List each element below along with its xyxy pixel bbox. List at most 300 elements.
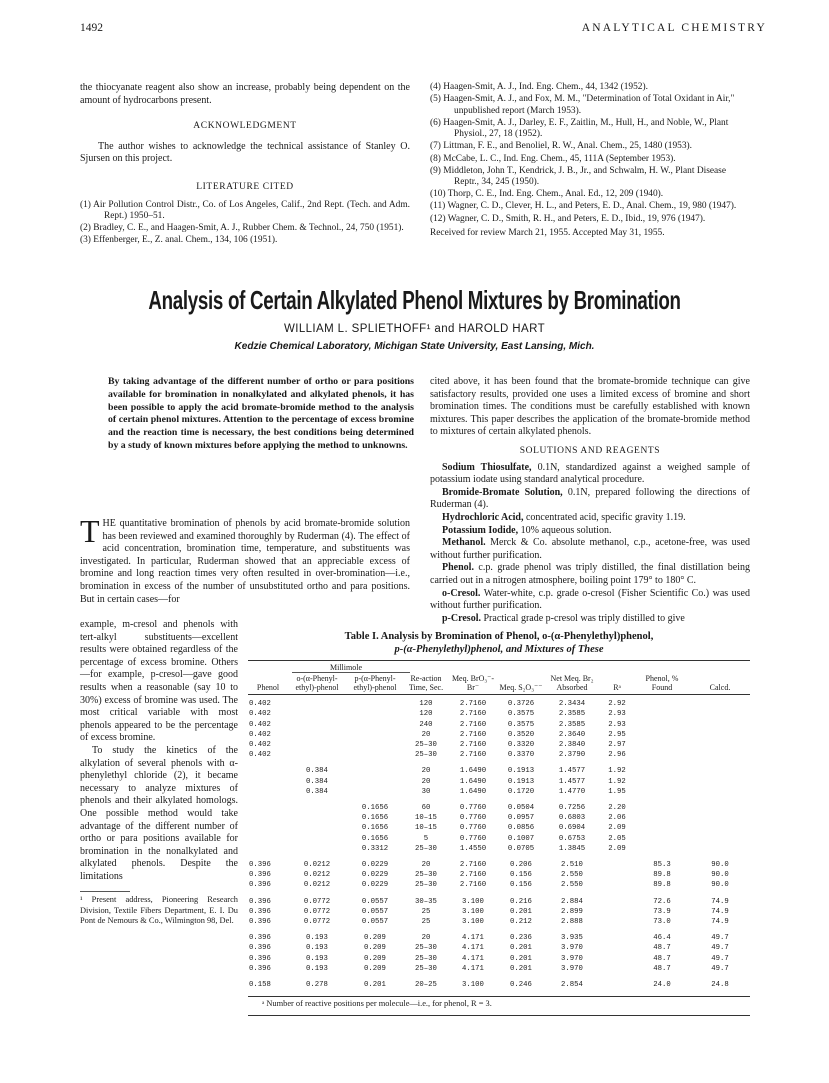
table-cell: 0.0772	[303, 897, 331, 906]
table-cell	[600, 917, 634, 927]
table-cell: 90.0	[711, 861, 729, 870]
table-cell	[288, 813, 346, 823]
abstract: By taking advantage of the different number of ortho or para positions available for bromination in nonalkylated and alkylated phenols, it has been possible to apply the acid bromate-bromide method to the analysis of certain phenol mixtures. Attention to the percentage of excess bromine and the reaction time is necessary, the best conditions being determined by a study of known mixtures before applying the method to unknowns.	[108, 376, 414, 451]
table-cell: 49.7	[711, 944, 729, 953]
table-cell	[288, 699, 346, 709]
table-cell	[690, 740, 750, 750]
column-header: Phenol	[256, 682, 280, 692]
table-cell: 60	[421, 804, 431, 813]
table-cell: 0.7760	[459, 804, 487, 813]
table-cell: 2.20	[608, 804, 626, 813]
table-cell: 0.1913	[507, 767, 535, 776]
table-cell: 3.100	[462, 907, 484, 916]
reagent-text: c.p. grade phenol was triply distilled, the final distillation being carried out in a nitrogen atmosphere, boiling point 179° to 180° C.	[430, 562, 750, 586]
table-cell: 74.9	[711, 897, 729, 906]
table-cell: 0.7760	[459, 834, 487, 843]
table-header-row	[248, 674, 750, 695]
table-title-line-1: Table I. Analysis by Bromination of Phenol, o-(α-Phenylethyl)phenol,	[344, 631, 654, 642]
table-cell: 2.05	[608, 834, 626, 843]
table-cell: 0.3575	[507, 710, 535, 719]
table-row	[248, 860, 750, 870]
reference: (7) Littman, F. E., and Benoliel, R. W., Anal. Chem., 25, 1480 (1953).	[430, 141, 692, 152]
table-cell: 0.7760	[459, 814, 487, 823]
references-right	[430, 82, 750, 240]
table-cell: 20	[421, 767, 431, 776]
reagent-entry	[430, 512, 750, 525]
table-cell: 0.402	[249, 720, 271, 729]
body-paragraph-1-text: HE quantitative bromination of phenols by acid bromate-bromide solution has been reviewed and examined thoroughly by Ruderman (4). The effect of acid concentration, bromination time, temperature, and substituents was investigated. In particular, Ruderman showed that an appreciable excess of bromine and long reaction times very often resulted in over-bromination—i.e., bromination in excess of the number of unsubstituted ortho and para positions. But in certain cases—for	[80, 518, 410, 605]
table-row	[248, 943, 750, 953]
table-cell: 0.396	[249, 871, 271, 880]
table-cell	[600, 897, 634, 907]
table-cell	[690, 699, 750, 709]
table-cell: 20	[421, 861, 431, 870]
table-cell: 0.246	[510, 981, 532, 990]
table-cell: 0.0212	[303, 861, 331, 870]
reference: (4) Haagen-Smit, A. J., Ind. Eng. Chem., 44, 1342 (1952).	[430, 82, 648, 92]
table-cell: 0.1913	[507, 777, 535, 786]
column-header: p-(α-Phenyl-ethyl)-phenol	[353, 674, 397, 692]
reagent-text: 10% aqueous solution.	[518, 524, 612, 536]
table-cell	[634, 834, 690, 844]
table-bottom-rule	[248, 996, 750, 997]
table-cell	[600, 954, 634, 964]
table-row	[248, 777, 750, 787]
column-header: Re-action Time, Sec.	[408, 674, 444, 692]
table-cell: 74.9	[711, 918, 729, 927]
reagent-text: Merck & Co. absolute methanol, c.p., acetone-free, was used without further purification.	[430, 537, 750, 561]
table-row	[248, 740, 750, 750]
table-cell: 0.1656	[361, 824, 389, 833]
table-cell: 0.0772	[303, 907, 331, 916]
table-cell: 0.396	[249, 964, 271, 973]
reagent-name: Hydrochloric Acid,	[442, 511, 524, 523]
table-cell	[288, 834, 346, 844]
table-cell	[346, 699, 404, 709]
table-cell: 2.92	[608, 700, 626, 709]
table-cell: 3.100	[462, 981, 484, 990]
table-cell: 1.95	[608, 787, 626, 796]
reagent-text: Practical grade p-cresol was triply distilled to give	[480, 612, 685, 624]
reagent-name: Methanol.	[442, 537, 486, 549]
reagent-name: p-Cresol.	[442, 612, 481, 624]
table-cell: 24.0	[653, 981, 671, 990]
body-paragraph-2: example, m-cresol and phenols with tert-alkyl substituents—excellent results were obtained regardless of the percentage of excess bromine. Others—for example, p-cresol—gave good results when a reasonable (say 10 to 30%) excess of bromine was used. The most critical variable with most phenols appeared to be the percentage of excess bromine.	[80, 619, 238, 744]
table-cell: 0.0229	[361, 881, 389, 890]
table-cell	[690, 777, 750, 787]
table-cell: 4.171	[462, 954, 484, 963]
table-cell: 240	[419, 720, 433, 729]
table-cell: 2.854	[561, 981, 583, 990]
reagent-list	[430, 462, 750, 626]
table-cell: 2.7160	[459, 700, 487, 709]
table-cell: 0.0856	[507, 824, 535, 833]
table-cell: 20	[421, 777, 431, 786]
acknowledgment-heading: ACKNOWLEDGMENT	[193, 121, 297, 132]
reagent-entry	[430, 525, 750, 538]
table-row	[248, 766, 750, 776]
table-cell: 0.209	[364, 944, 386, 953]
table-cell: 1.6490	[459, 787, 487, 796]
table-cell: 2.899	[561, 907, 583, 916]
table-cell: 0.3575	[507, 720, 535, 729]
table-cell: 4.171	[462, 944, 484, 953]
table-cell	[600, 964, 634, 974]
table-cell	[346, 730, 404, 740]
table-row	[248, 907, 750, 917]
table-cell	[288, 844, 346, 854]
table-cell: 89.8	[653, 871, 671, 880]
table-cell: 3.970	[561, 964, 583, 973]
table-cell: 90.0	[711, 881, 729, 890]
table-cell: 2.7160	[459, 710, 487, 719]
table-cell	[288, 803, 346, 813]
table-cell	[288, 720, 346, 730]
column-header: Meq. BrO₃⁻-Br⁻	[451, 674, 495, 692]
table-cell	[600, 870, 634, 880]
table-cell: 0.396	[249, 944, 271, 953]
table-cell: 2.550	[561, 871, 583, 880]
table-row	[248, 813, 750, 823]
table-cell: 0.193	[306, 954, 328, 963]
table-cell: 0.1656	[361, 814, 389, 823]
table-cell	[600, 933, 634, 943]
table-cell: 0.402	[249, 751, 271, 760]
table-cell: 5	[423, 834, 429, 843]
table-row	[248, 880, 750, 890]
table-cell	[634, 777, 690, 787]
table-cell: 2.7160	[459, 730, 487, 739]
table-cell: 2.3790	[558, 751, 586, 760]
table-cell	[634, 720, 690, 730]
table-row	[248, 730, 750, 740]
reference: (3) Effenberger, E., Z. anal. Chem., 134, 106 (1951).	[80, 235, 278, 246]
table-cell: 0.193	[306, 964, 328, 973]
reference: (1) Air Pollution Control Distr., Co. of Los Angeles, Calif., 2nd Rept. (Tech. and Adm. Rept.) 1950–51.	[80, 199, 410, 222]
table-cell: 0.384	[306, 777, 328, 786]
table-cell: 0.6753	[558, 834, 586, 843]
table-title-line-2: p-(α-Phenylethyl)phenol, and Mixtures of These	[394, 644, 604, 655]
table-row	[248, 750, 750, 760]
column-header: o-(α-Phenyl-ethyl)-phenol	[295, 674, 339, 692]
table-cell: 1.92	[608, 777, 626, 786]
table-cell	[690, 813, 750, 823]
table-cell: 4.171	[462, 964, 484, 973]
table-cell: 0.212	[510, 918, 532, 927]
table-cell: 0.206	[510, 861, 532, 870]
table-cell: 0.0229	[361, 861, 389, 870]
table-cell: 0.402	[249, 700, 271, 709]
page-number: 1492	[80, 22, 103, 34]
table-cell	[634, 740, 690, 750]
table-cell	[690, 787, 750, 797]
table-cell	[346, 787, 404, 797]
table-cell: 1.6490	[459, 777, 487, 786]
table-cell: 0.216	[510, 897, 532, 906]
table-cell	[248, 803, 288, 813]
table-cell	[248, 834, 288, 844]
table-row	[248, 980, 750, 990]
table-cell: 120	[419, 700, 433, 709]
table-cell: 3.970	[561, 944, 583, 953]
table-cell: 2.7160	[459, 871, 487, 880]
table-cell	[248, 787, 288, 797]
reagent-entry	[430, 537, 750, 562]
table-cell: 120	[419, 710, 433, 719]
table-cell: 0.0212	[303, 881, 331, 890]
table-cell: 0.201	[510, 944, 532, 953]
table-cell: 2.93	[608, 720, 626, 729]
table-cell	[690, 730, 750, 740]
acknowledgment-text: The author wishes to acknowledge the technical assistance of Stanley O. Sjursen on this project.	[80, 140, 410, 165]
table-cell	[634, 766, 690, 776]
table-cell	[288, 709, 346, 719]
reagent-entry	[430, 462, 750, 487]
table-cell: 2.3585	[558, 720, 586, 729]
table-cell	[346, 766, 404, 776]
table-cell: 48.7	[653, 964, 671, 973]
table-cell	[288, 750, 346, 760]
table-cell	[248, 813, 288, 823]
table-row	[248, 964, 750, 974]
reference: (10) Thorp, C. E., Ind. Eng. Chem., Anal. Ed., 12, 209 (1940).	[430, 189, 664, 200]
table-cell	[634, 813, 690, 823]
table-cell: 0.201	[364, 981, 386, 990]
table-cell: 0.402	[249, 710, 271, 719]
table-cell: 25	[421, 907, 431, 916]
table-row	[248, 709, 750, 719]
reference: (11) Wagner, C. D., Clever, H. L., and Peters, E. D., Anal. Chem., 19, 980 (1947).	[430, 201, 737, 212]
table-row	[248, 699, 750, 709]
table-cell: 0.3320	[507, 741, 535, 749]
table-cell: 0.396	[249, 934, 271, 943]
table-cell: 1.4550	[459, 844, 487, 853]
table-cell: 2.550	[561, 881, 583, 890]
reagent-entry	[430, 613, 750, 626]
reagent-entry	[430, 588, 750, 613]
table-cell	[690, 709, 750, 719]
table-cell: 0.3312	[361, 844, 389, 853]
table-cell: 25–30	[415, 871, 437, 880]
column-header: Rᵃ	[613, 682, 621, 692]
table-cell	[600, 880, 634, 890]
table-cell	[690, 844, 750, 854]
table-cell	[634, 730, 690, 740]
table-cell: 1.92	[608, 767, 626, 776]
table-grid	[248, 674, 750, 996]
table-cell	[248, 766, 288, 776]
journal-title: ANALYTICAL CHEMISTRY	[581, 22, 767, 34]
table-cell: 2.7160	[459, 861, 487, 870]
table-cell: 0.0557	[361, 907, 389, 916]
table-cell: 0.384	[306, 787, 328, 796]
table-cell: 72.6	[653, 897, 671, 906]
table-cell: 2.7160	[459, 751, 487, 760]
column-header: Net Meq. Br₂ Absorbed	[550, 674, 594, 692]
table-cell: 30–35	[415, 897, 437, 906]
reagent-text: 0.1N, prepared following the directions of Ruderman (4).	[430, 486, 750, 511]
table-cell	[690, 766, 750, 776]
reagent-name: Phenol.	[442, 562, 474, 574]
table-row	[248, 823, 750, 833]
table-cell: 0.0957	[507, 814, 535, 823]
table-cell: 49.7	[711, 934, 729, 943]
table-cell: 3.970	[561, 954, 583, 963]
article-affiliation: Kedzie Chemical Laboratory, Michigan State University, East Lansing, Mich.	[234, 341, 595, 352]
prev-article-intro: the thiocyanate reagent also show an increase, probably being dependent on the amount of hydrocarbons present.	[80, 82, 410, 106]
body-paragraph-1	[80, 513, 410, 606]
reagent-entry	[430, 487, 750, 512]
article-authors: WILLIAM L. SPLIETHOFF¹ and HAROLD HART	[283, 323, 546, 335]
table-cell: 0.384	[306, 767, 328, 776]
table-cell	[346, 720, 404, 730]
received-note: Received for review March 21, 1955. Accepted May 31, 1955.	[430, 228, 665, 239]
table-cell	[634, 699, 690, 709]
table-cell: 0.0212	[303, 871, 331, 880]
table-cell: 0.1656	[361, 834, 389, 843]
table-cell: 3.100	[462, 918, 484, 927]
column-header: Calcd.	[709, 682, 731, 692]
table-cell: 0.0229	[361, 871, 389, 880]
table-cell: 2.7160	[459, 741, 487, 749]
right-paragraph-1: cited above, it has been found that the bromate-bromide technique can give satisfactory results, provided one uses a limited excess of bromine and short bromination times. The conditions must be carefully established with known mixtures. This paper describes the application of the bromate-bromide method to mixtures of certain alkylated phenols.	[430, 376, 750, 438]
table-row	[248, 917, 750, 927]
table-cell: 25–30	[415, 741, 437, 749]
article-title: Analysis of Certain Alkylated Phenol Mixtures by Bromination	[148, 285, 681, 315]
solutions-heading: SOLUTIONS AND REAGENTS	[519, 445, 661, 456]
table-cell	[600, 907, 634, 917]
literature-cited-heading: LITERATURE CITED	[196, 181, 294, 192]
table-cell: 25–30	[415, 844, 437, 853]
table-cell: 10–15	[415, 814, 437, 823]
reagent-name: o-Cresol.	[442, 587, 481, 599]
table-footnote: ᵃ Number of reactive positions per molecule—i.e., for phenol, R = 3.	[262, 999, 492, 1009]
table-cell: 1.3845	[558, 844, 586, 853]
table-cell: 0.396	[249, 918, 271, 927]
table-cell	[634, 844, 690, 854]
table-cell: 73.9	[653, 907, 671, 916]
table-cell: 2.510	[561, 861, 583, 870]
table-cell: 48.7	[653, 944, 671, 953]
table-cell: 0.396	[249, 897, 271, 906]
table-cell	[690, 834, 750, 844]
table-cell: 0.396	[249, 881, 271, 890]
table-row	[248, 933, 750, 943]
table-cell: 2.3640	[558, 730, 586, 739]
table-cell: 0.278	[306, 981, 328, 990]
table-cell: 10–15	[415, 824, 437, 833]
table-cell: 89.8	[653, 881, 671, 890]
table-cell: 1.4577	[558, 777, 586, 786]
table-cell	[248, 844, 288, 854]
table-cell: 0.156	[510, 871, 532, 880]
table-row	[248, 870, 750, 880]
body-paragraph-3: To study the kinetics of the alkylation of several phenols with α-phenylethyl chloride (2), it became necessary to analyze mixtures of phenols and their alkylated homologs. One possible method would take advantage of the different number of ortho or para positions available for bromination in the nonalkylated and alkylated phenols. Despite the limitations	[80, 744, 238, 882]
table-cell	[634, 803, 690, 813]
table-cell	[600, 943, 634, 953]
table-cell: 2.884	[561, 897, 583, 906]
table-cell: 4.171	[462, 934, 484, 943]
reagent-text: Water-white, c.p. grade o-cresol (Fisher Scientific Co.) was used without further purification.	[430, 587, 750, 612]
table-cell	[600, 980, 634, 990]
table-cell: 1.4770	[558, 787, 586, 796]
table-cell: 0.156	[510, 881, 532, 890]
table-cell	[288, 730, 346, 740]
table-cell: 2.7160	[459, 720, 487, 729]
table-cell: 24.8	[711, 981, 729, 990]
table-cell: 2.7160	[459, 881, 487, 890]
table-cell: 49.7	[711, 954, 729, 963]
reagent-text: 0.1N, standardized against a weighed sample of potassium iodate using standard analytical procedure.	[430, 461, 750, 486]
table-cell	[634, 709, 690, 719]
prev-article-left-column	[80, 82, 410, 247]
reference: (5) Haagen-Smit, A. J., and Fox, M. M., "Determination of Total Oxidant in Air," unpublished report (March 1953).	[430, 94, 735, 116]
table-cell: 0.209	[364, 954, 386, 963]
drop-cap: T	[80, 513, 100, 549]
table-cell: 3.100	[462, 897, 484, 906]
table-cell	[288, 740, 346, 750]
table-row	[248, 844, 750, 854]
table-cell: 0.193	[306, 944, 328, 953]
table-cell: 0.236	[510, 934, 532, 943]
table-cell: 48.7	[653, 954, 671, 963]
table-cell: 0.201	[510, 954, 532, 963]
table-cell: 0.402	[249, 730, 271, 739]
table-cell: 0.396	[249, 907, 271, 916]
table-cell: 0.0772	[303, 918, 331, 927]
table-cell: 0.209	[364, 964, 386, 973]
table-cell: 2.888	[561, 918, 583, 927]
table-cell: 0.6803	[558, 814, 586, 823]
table-cell: 2.96	[608, 751, 626, 760]
table-cell: 0.0705	[507, 844, 535, 853]
table-cell: 1.4577	[558, 767, 586, 776]
column-header: Phenol, % Found	[645, 674, 679, 692]
table-cell: 49.7	[711, 964, 729, 973]
table-cell: 0.1720	[507, 787, 535, 796]
column-header: Meq. S₂O₃⁻⁻	[499, 682, 543, 692]
table-cell: 0.7256	[558, 804, 586, 813]
table-cell: 2.3434	[558, 700, 586, 709]
table-cell: 25–30	[415, 954, 437, 963]
author-footnote: ¹ Present address, Pioneering Research Division, Textile Fibers Department, E. I. Du Pont de Nemours & Co., Wilmington 98, Del.	[80, 895, 238, 925]
table-row	[248, 954, 750, 964]
table-cell: 0.396	[249, 861, 271, 870]
table-cell	[634, 823, 690, 833]
table-cell: 2.06	[608, 814, 626, 823]
table-cell: 0.1007	[507, 834, 535, 843]
table-cell: 3.935	[561, 934, 583, 943]
table-cell: 73.0	[653, 918, 671, 927]
table-cell: 0.402	[249, 741, 271, 749]
data-table	[248, 660, 750, 1016]
table-row	[248, 834, 750, 844]
table-cell: 2.95	[608, 730, 626, 739]
body-narrow-column	[80, 619, 238, 926]
table-cell: 2.3840	[558, 741, 586, 749]
reference: (9) Middleton, John T., Kendrick, J. B., Jr., and Schwalm, H. W., Plant Disease Reptr., 34, 245 (1950).	[430, 165, 726, 188]
table-cell: 2.09	[608, 844, 626, 853]
table-cell: 20	[421, 934, 431, 943]
table-cell	[346, 777, 404, 787]
table-row	[248, 720, 750, 730]
table-cell	[346, 740, 404, 750]
reference: (2) Bradley, C. E., and Haagen-Smit, A. J., Rubber Chem. & Technol., 24, 750 (1951).	[80, 223, 404, 234]
table-row	[248, 803, 750, 813]
table-cell	[600, 860, 634, 870]
table-cell: 0.396	[249, 954, 271, 963]
table-cell: 0.6904	[558, 824, 586, 833]
